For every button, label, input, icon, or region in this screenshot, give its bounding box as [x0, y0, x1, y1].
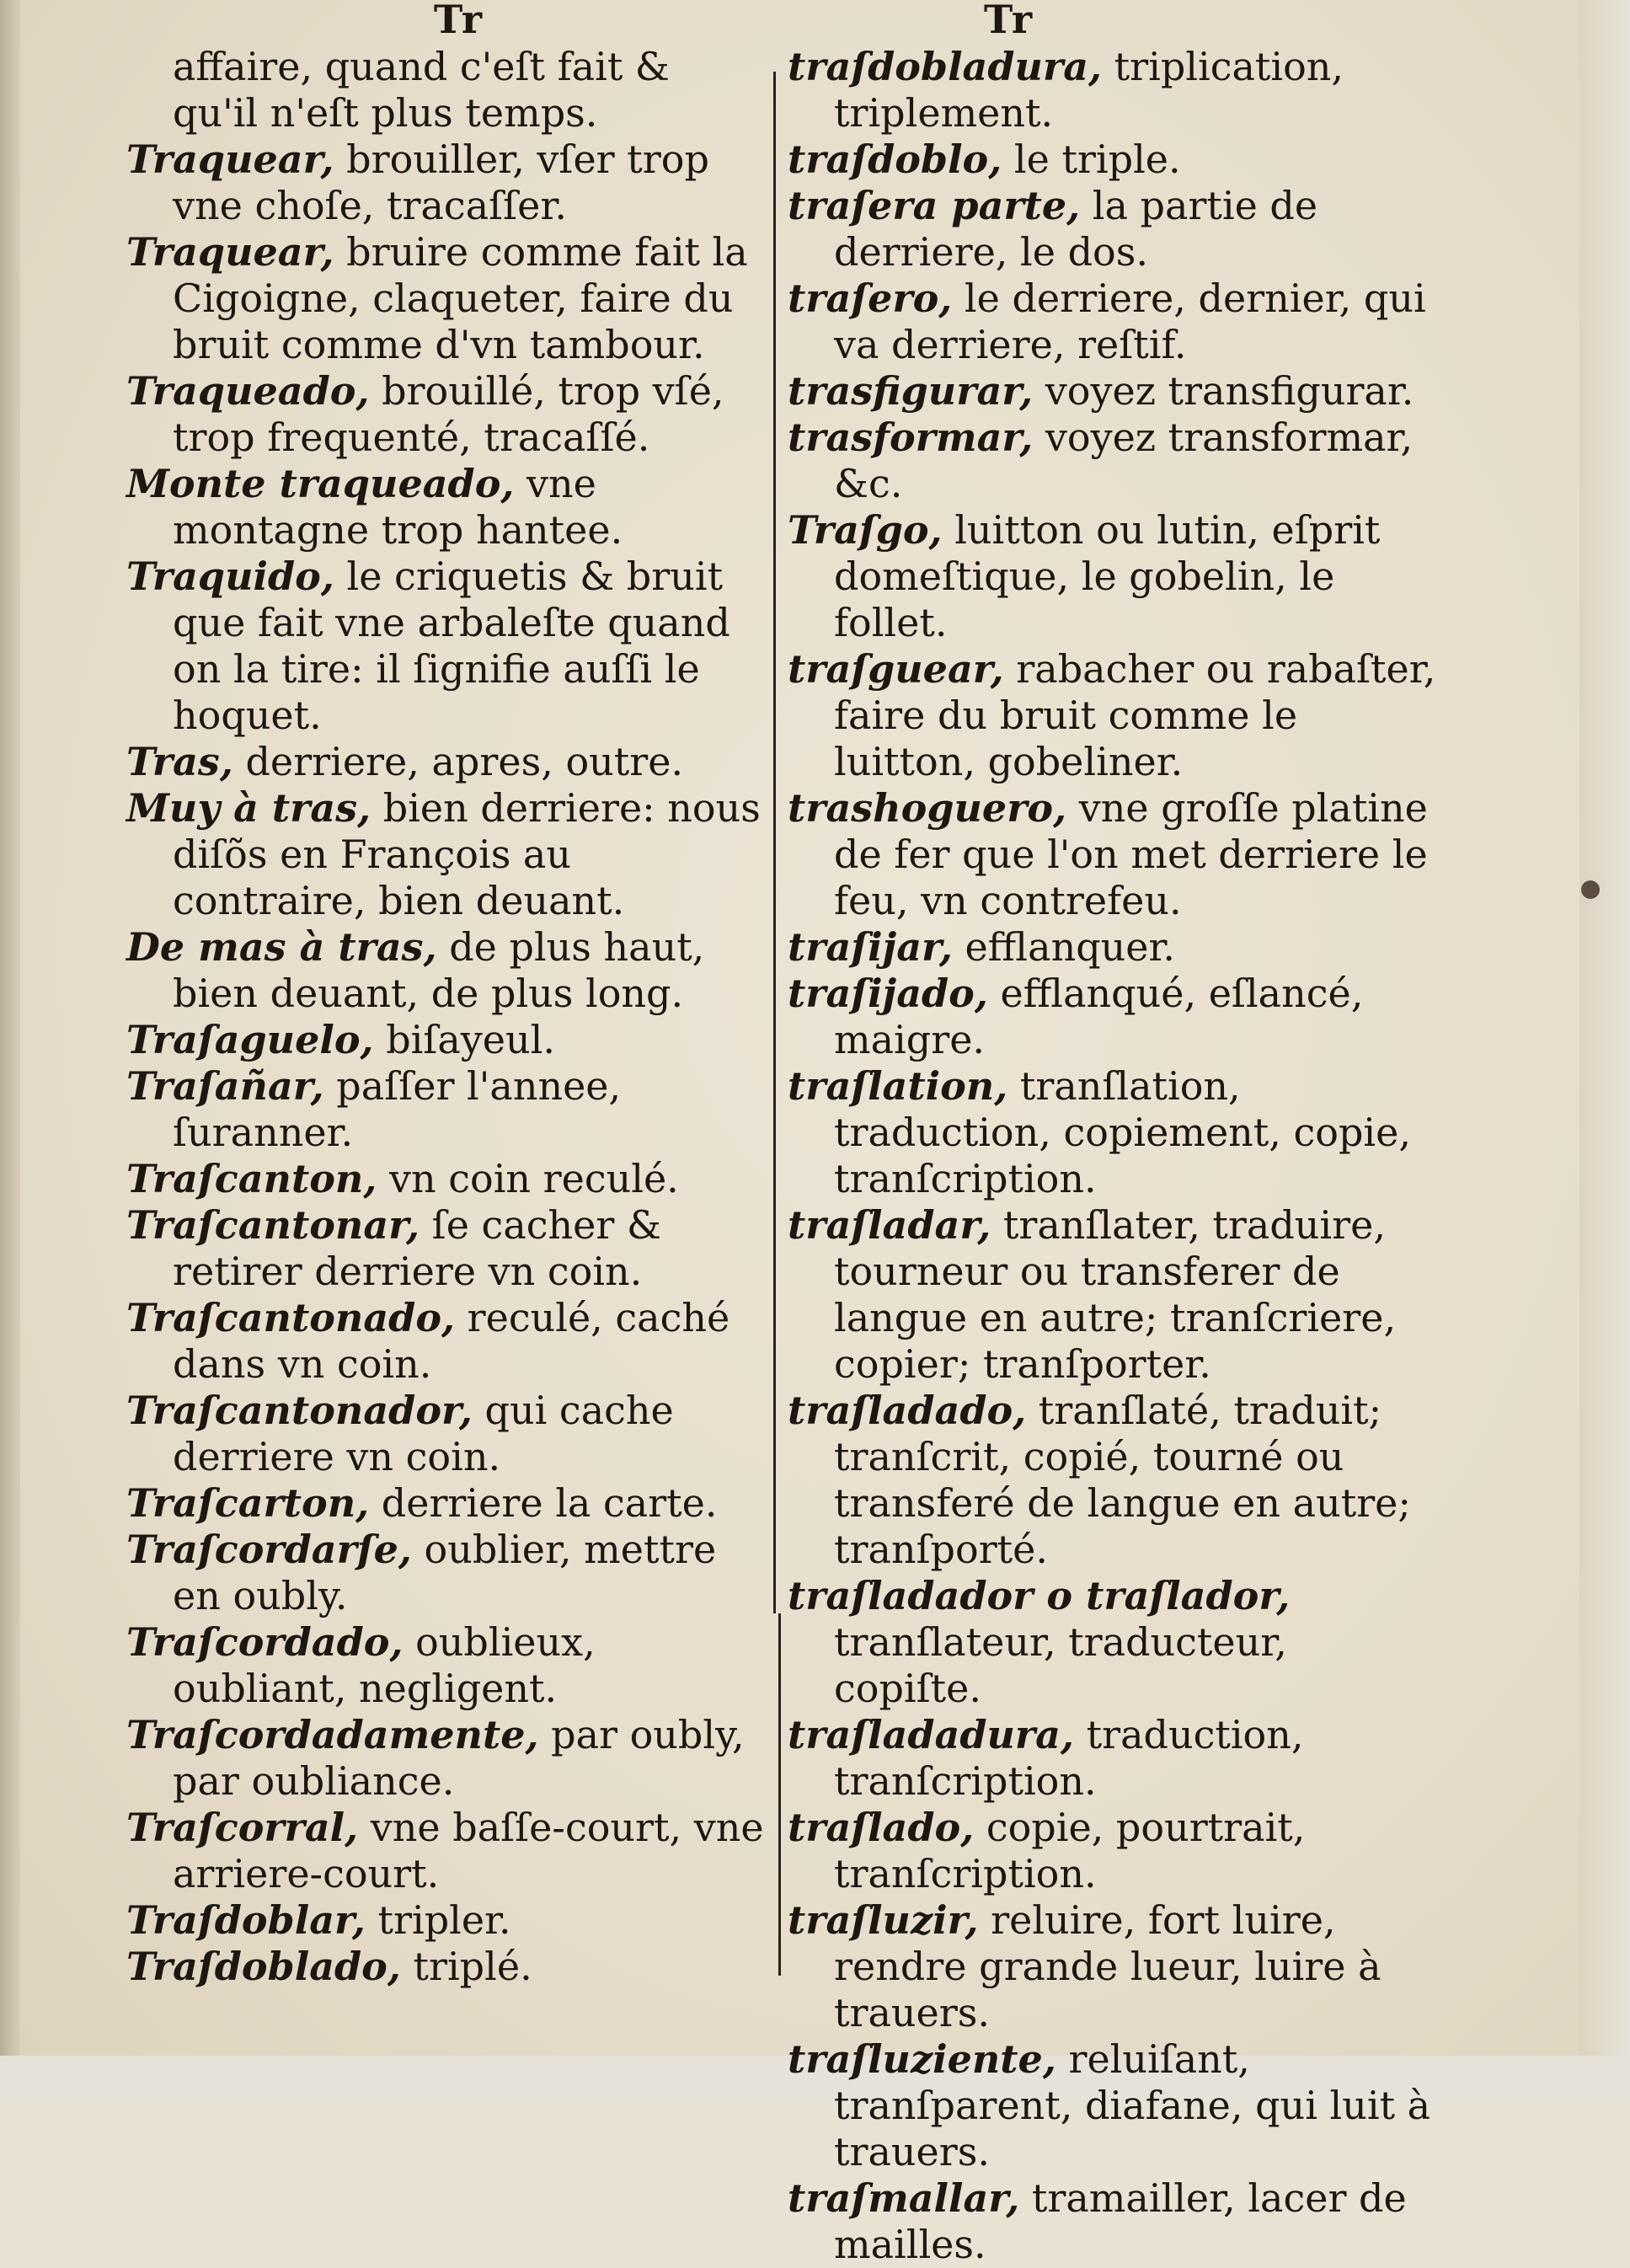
entry-definition: brouiller, vſer trop vne choſe, tracaſſer.: [173, 136, 709, 228]
dictionary-entry: [126, 1805, 767, 1897]
entry-definition: rabacher ou rabaſter, faire du bruit comme le luitton, gobeliner.: [834, 646, 1436, 784]
entry-definition: efflanqué, eſlancé, maigre.: [834, 971, 1364, 1062]
entry-headword: trasformar,: [788, 415, 1034, 460]
dictionary-entry: [126, 785, 767, 924]
dictionary-entry: [788, 1897, 1445, 2036]
entry-definition: reculé, caché dans vn coin.: [173, 1295, 730, 1387]
entry-definition: oublieux, oubliant, negligent.: [173, 1619, 596, 1711]
entry-headword: Traſdoblado,: [126, 1944, 401, 1989]
dictionary-entry: [788, 646, 1445, 785]
entry-definition: qui cache derriere vn coin.: [173, 1388, 674, 1479]
entry-headword: Traſcantonador,: [126, 1388, 473, 1433]
entry-headword: Traqueado,: [126, 368, 370, 414]
entry-headword: Traſcanton,: [126, 1156, 377, 1201]
entry-definition: le triple.: [1002, 136, 1181, 182]
dictionary-entry: [788, 1805, 1445, 1897]
entry-definition: biſayeul.: [373, 1017, 555, 1062]
dictionary-entry: [788, 275, 1445, 368]
dictionary-entry: [126, 1388, 767, 1480]
dictionary-entry: [126, 368, 767, 461]
dictionary-entry: [788, 136, 1445, 183]
entry-headword: traſladado,: [788, 1388, 1027, 1433]
entry-definition: efflanquer.: [952, 924, 1176, 970]
entry-headword: traſijar,: [788, 924, 953, 970]
dictionary-entry: [126, 1897, 767, 1944]
entry-definition: triplé.: [400, 1944, 532, 1989]
entry-headword: trashoguero,: [788, 785, 1067, 831]
entry-definition: oublier, mettre en oubly.: [173, 1527, 717, 1618]
dictionary-entry: [126, 1295, 767, 1388]
entry-definition: tranſlater, traduire, tourneur ou transferer de langue en autre; tranſcriere, copier; tranſporter.: [834, 1202, 1397, 1387]
entry-headword: traſguear,: [788, 646, 1004, 692]
entry-definition: par oubly, par oubliance.: [173, 1712, 745, 1804]
entry-definition: tranſlaté, traduit; tranſcrit, copié, tourné ou transferé de langue en autre; tranſporté.: [834, 1388, 1411, 1572]
entry-headword: traſladadura,: [788, 1712, 1074, 1757]
entry-definition: voyez transformar, &c.: [834, 415, 1414, 506]
entry-definition: derriere, apres, outre.: [232, 739, 684, 784]
entry-headword: traſlation,: [788, 1063, 1008, 1109]
page-left-shadow: [0, 0, 20, 2106]
continuation-text: affaire, quand c'eſt fait & qu'il n'eſt plus temps.: [173, 44, 670, 136]
running-head-left: Tr: [434, 0, 484, 42]
entry-headword: traſladar,: [788, 1202, 991, 1248]
right-entry-list: [788, 44, 1445, 2268]
entry-definition: vne groſſe platine de fer que l'on met derriere le feu, vn contrefeu.: [834, 785, 1428, 923]
entry-headword: Traſcantonado,: [126, 1295, 456, 1340]
entry-definition: derriere la carte.: [369, 1480, 718, 1526]
dictionary-entry: [126, 1017, 767, 1063]
entry-headword: Traſaguelo,: [126, 1017, 374, 1062]
dictionary-entry: [126, 1063, 767, 1156]
entry-definition: vn coin reculé.: [377, 1156, 679, 1201]
dictionary-entry: [126, 1527, 767, 1619]
left-entry-list: [126, 136, 767, 1990]
dictionary-entry: [126, 924, 767, 1017]
entry-definition: reluiſant, tranſparent, diafane, qui luit à trauers.: [834, 2036, 1431, 2174]
dictionary-entry: [126, 739, 767, 785]
column-rule-lower: [778, 1613, 781, 1976]
running-head-right: Tr: [984, 0, 1034, 42]
entry-definition: le criquetis & bruit que fait vne arbaleſte quand on la tire: il ſignifie auſſi le hoquet.: [173, 554, 730, 738]
entry-headword: trasfigurar,: [788, 368, 1034, 414]
dictionary-entry: [788, 971, 1445, 1063]
entry-definition: reluire, fort luire, rendre grande lueur, luire à trauers.: [834, 1897, 1381, 2035]
dictionary-entry: [788, 1202, 1445, 1388]
entry-definition: ſe cacher & retirer derriere vn coin.: [173, 1202, 661, 1294]
entry-definition: de plus haut, bien deuant, de plus long.: [173, 924, 705, 1016]
dictionary-entry: [788, 2175, 1445, 2268]
entry-definition: le derriere, dernier, qui va derriere, reſtif.: [834, 275, 1426, 367]
entry-headword: traſera parte,: [788, 183, 1081, 228]
entry-headword: traſlado,: [788, 1805, 975, 1850]
entry-definition: la partie de derriere, le dos.: [834, 183, 1318, 275]
dictionary-entry: [126, 1619, 767, 1712]
dictionary-entry: [126, 461, 767, 554]
dictionary-entry: [126, 1944, 767, 1990]
entry-headword: Monte traqueado,: [126, 461, 515, 506]
entry-headword: traſdobladura,: [788, 44, 1103, 89]
column-rule: [773, 72, 776, 1613]
entry-definition: triplication, triplement.: [834, 44, 1344, 136]
entry-definition: paſſer l'annee, ſuranner.: [173, 1063, 622, 1155]
entry-headword: traſluziente,: [788, 2036, 1056, 2082]
dictionary-entry: [126, 1156, 767, 1202]
entry-definition: tranſlateur, traducteur, copiſte.: [834, 1619, 1287, 1711]
entry-headword: traſladador o traſlador,: [788, 1573, 1291, 1618]
entry-headword: De mas à tras,: [126, 924, 437, 970]
dictionary-entry: [788, 183, 1445, 275]
entry-headword: Traſgo,: [788, 507, 943, 553]
entry-headword: Traſcordado,: [126, 1619, 403, 1665]
entry-headword: traſero,: [788, 275, 953, 321]
dictionary-entry: [788, 44, 1445, 136]
entry-definition: tramailler, lacer de mailles.: [834, 2175, 1407, 2267]
entry-definition: vne baſſe-court, vne arriere-court.: [173, 1805, 764, 1896]
entry-definition: bruire comme fait la Cigoigne, claqueter, faire du bruit comme d'vn tambour.: [173, 229, 748, 367]
entry-headword: Traſdoblar,: [126, 1897, 366, 1943]
right-column: [788, 44, 1445, 2268]
entry-definition: vne montagne trop hantee.: [173, 461, 623, 553]
entry-headword: Tras,: [126, 739, 233, 784]
dictionary-entry: [126, 1202, 767, 1295]
entry-headword: traſijado,: [788, 971, 988, 1016]
dictionary-entry: [126, 554, 767, 739]
dictionary-entry: [788, 1388, 1445, 1573]
entry-definition: traduction, tranſcription.: [834, 1712, 1304, 1804]
entry-headword: Traſañar,: [126, 1063, 324, 1109]
entry-headword: Traſcorral,: [126, 1805, 359, 1850]
entry-definition: tranſlation, traduction, copiement, copie, tranſcription.: [834, 1063, 1411, 1201]
dictionary-entry: [788, 785, 1445, 924]
entry-definition: brouillé, trop vſé, trop frequenté, tracaſſé.: [173, 368, 724, 460]
entry-definition: tripler.: [365, 1897, 511, 1943]
entry-headword: Traquear,: [126, 229, 334, 275]
dictionary-entry: [788, 1573, 1445, 1712]
dictionary-entry: [126, 229, 767, 368]
dictionary-entry: [126, 1480, 767, 1527]
entry-headword: Traſcordadamente,: [126, 1712, 539, 1757]
entry-headword: traſluzir,: [788, 1897, 979, 1943]
page-right-margin: [1579, 0, 1630, 2106]
left-column: [126, 44, 767, 1990]
entry-definition: bien derriere: nous diſõs en François au contraire, bien deuant.: [173, 785, 761, 923]
entry-definition: copie, pourtrait, tranſcription.: [834, 1805, 1306, 1896]
dictionary-entry: [788, 1712, 1445, 1805]
entry-headword: Traſcarton,: [126, 1480, 370, 1526]
entry-definition: luitton ou lutin, eſprit domeſtique, le gobelin, le follet.: [834, 507, 1381, 645]
dictionary-entry: [788, 1063, 1445, 1202]
dictionary-entry: [788, 924, 1445, 971]
entry-headword: Muy à tras,: [126, 785, 371, 831]
dictionary-entry: [126, 136, 767, 229]
dictionary-entry: [788, 415, 1445, 507]
dictionary-entry: [788, 507, 1445, 646]
dictionary-entry: [788, 368, 1445, 415]
entry-headword: Traquear,: [126, 136, 334, 182]
dictionary-entry: [126, 1712, 767, 1805]
entry-headword: Traſcordarſe,: [126, 1527, 412, 1572]
entry-headword: traſdoblo,: [788, 136, 1002, 182]
entry-headword: Traquido,: [126, 554, 334, 599]
entry-definition: voyez transfigurar.: [1033, 368, 1414, 414]
entry-headword: traſmallar,: [788, 2175, 1020, 2221]
entry-headword: Traſcantonar,: [126, 1202, 420, 1248]
ink-stain: [1581, 880, 1600, 899]
